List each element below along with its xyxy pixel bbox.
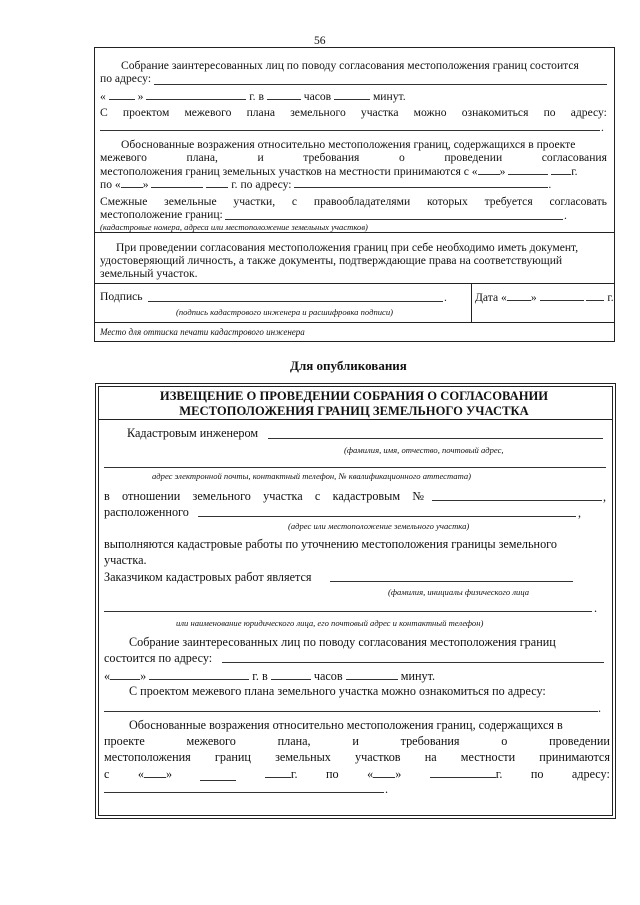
signature-label: Подпись [100, 290, 143, 303]
located-field[interactable] [198, 516, 576, 517]
pub-from-month-field[interactable] [200, 769, 236, 781]
divider [94, 232, 615, 233]
word: в [104, 489, 110, 503]
customer-field-2[interactable] [104, 611, 592, 612]
project-line [100, 106, 607, 119]
word: плана, [186, 151, 218, 164]
word: плана, [277, 734, 311, 748]
word: № [412, 489, 424, 503]
word: правообладателями [313, 195, 411, 208]
dot: . [598, 701, 602, 715]
objections-address-field[interactable] [294, 177, 548, 188]
word: « [367, 767, 374, 781]
month-field[interactable] [146, 89, 246, 100]
pub-at-address: состоится по адресу: [104, 651, 213, 665]
word: требования [400, 734, 460, 748]
at-address-label: по адресу: [100, 72, 152, 85]
pub-meeting-line: Собрание заинтересованных лиц по поводу согласования местоположения границ [129, 635, 556, 649]
word: земельных [275, 750, 331, 764]
adjacent-line1 [100, 195, 607, 208]
customer-hint: (фамилия, инициалы физического лица [388, 587, 530, 597]
word: участков [355, 750, 401, 764]
adjacent-hint: (кадастровые номера, адреса или местоположение земельных участков) [100, 222, 368, 232]
quote-close: » [142, 178, 149, 191]
comma: , [578, 506, 582, 520]
date-label [475, 290, 614, 304]
pub-address-field[interactable] [222, 662, 604, 663]
pub-objections-line4 [104, 766, 610, 781]
word: согласовать [549, 195, 607, 208]
word: » [395, 767, 402, 781]
objections-text: местоположения границ земельных участков на местности принимаются с « [100, 165, 478, 178]
signature-hint: (подпись кадастрового инженера и расшифровка подписи) [176, 307, 394, 317]
divider [471, 283, 472, 322]
word: плана [246, 106, 276, 119]
word: адресу: [571, 767, 610, 781]
pub-from-year-field[interactable] [265, 766, 291, 778]
word: межевого [186, 734, 236, 748]
word: по [326, 767, 339, 781]
word: согласования [541, 151, 607, 164]
pub-hours-label: часов [313, 669, 343, 683]
pub-year-in: г. в [252, 669, 268, 683]
word: ознакомиться [461, 106, 529, 119]
adjacent-line2: местоположение границ: [100, 208, 223, 221]
divider [94, 283, 615, 284]
hours-label: часов [303, 90, 332, 103]
pub-objections-line1: Обоснованные возражения относительно местоположения границ, содержащихся в [129, 718, 563, 732]
word: местности [460, 750, 516, 764]
engineer-label: Кадастровым инженером [127, 426, 259, 440]
quote-close: » [499, 165, 506, 178]
word: г. [290, 767, 298, 781]
dot: . [385, 782, 389, 796]
dot: . [444, 291, 447, 304]
word: проведении [549, 734, 610, 748]
engineer-field[interactable] [268, 438, 603, 439]
minutes-field[interactable] [334, 89, 370, 100]
page-number: 56 [314, 34, 326, 47]
pub-date-row [104, 668, 435, 683]
word: которых [426, 195, 468, 208]
pub-from-day-field[interactable] [144, 766, 166, 778]
minutes-label: минут. [372, 90, 406, 103]
word: местоположения [104, 750, 191, 764]
pub-to-day-field[interactable] [373, 766, 395, 778]
address-field[interactable] [154, 84, 607, 85]
objections-line4 [100, 177, 551, 191]
word: можно [413, 106, 447, 119]
from-day-field[interactable] [478, 164, 500, 175]
pub-project-field[interactable] [104, 711, 598, 712]
pub-objections-line2 [104, 734, 610, 748]
customer-hint2: или наименование юридического лица, его почтовый адрес и контактный телефон) [176, 618, 484, 628]
objections-line2 [100, 151, 607, 164]
word: требуется [484, 195, 533, 208]
year-in-label: г. в [249, 90, 264, 103]
word: отношении [122, 489, 181, 503]
engineer-hint2: адрес электронной почты, контактный телефон, № квалификационного аттестата) [152, 471, 472, 481]
works-line2: участка. [104, 553, 147, 567]
word: и [257, 151, 264, 164]
notice-title-line1: ИЗВЕЩЕНИЕ О ПРОВЕДЕНИИ СОБРАНИЯ О СОГЛАСОВАНИИ [159, 389, 549, 403]
word: требования [303, 151, 360, 164]
word: межевого [100, 151, 147, 164]
word: г. [495, 767, 503, 781]
meeting-line: Собрание заинтересованных лиц по поводу согласования местоположения границ состоится [121, 59, 579, 72]
year-label: г. [571, 165, 578, 178]
pub-hours-field[interactable] [271, 668, 311, 680]
project-address-field[interactable] [100, 130, 600, 131]
quote-open: « [104, 669, 111, 683]
documents-line1: При проведении согласования местоположения границ при себе необходимо иметь документ, [116, 241, 579, 254]
word: кадастровым [332, 489, 401, 503]
adjacent-field[interactable] [225, 219, 563, 220]
word: земельного [192, 489, 251, 503]
word: по [530, 767, 544, 781]
quote-close: » [530, 291, 537, 304]
title-divider [98, 419, 613, 420]
word: С [100, 106, 108, 119]
signature-field[interactable] [148, 301, 443, 302]
quote-open: « [100, 90, 106, 103]
to-label: по « [100, 178, 121, 191]
publication-heading: Для опубликования [290, 358, 407, 373]
word: « [137, 767, 144, 781]
pub-month-field[interactable] [149, 668, 249, 680]
sign-day-field[interactable] [507, 290, 531, 301]
word: принимаются [539, 750, 610, 764]
word: земельного [290, 106, 346, 119]
dot: . [564, 209, 567, 222]
notice-title-line2: МЕСТОПОЛОЖЕНИЯ ГРАНИЦ ЗЕМЕЛЬНОГО УЧАСТКА [179, 404, 529, 418]
cadastral-number-field[interactable] [432, 500, 602, 501]
located-hint: (адрес или местоположение земельного участка) [288, 521, 470, 531]
word: адресу: [570, 106, 607, 119]
date-row [100, 89, 520, 103]
dot: . [594, 601, 598, 615]
pub-day-field[interactable] [110, 668, 140, 680]
quote-close: » [137, 90, 144, 103]
word: проведении [444, 151, 503, 164]
word: участка [263, 489, 303, 503]
word: проекте [104, 734, 145, 748]
year-label: г. [607, 291, 614, 304]
objections-line3 [100, 164, 578, 178]
word: о [398, 151, 405, 164]
to-month-field[interactable] [151, 177, 203, 188]
from-year-field[interactable] [551, 164, 571, 175]
word: с [104, 767, 110, 781]
word: участки, [233, 195, 276, 208]
documents-line3: земельный участок. [100, 267, 198, 280]
pub-minutes-label: минут. [400, 669, 436, 683]
engineer-field-2[interactable] [104, 467, 606, 468]
dot: . [601, 121, 604, 134]
word: с [314, 489, 321, 503]
pub-minutes-field[interactable] [346, 668, 398, 680]
word: и [352, 734, 359, 748]
word: с [291, 195, 298, 208]
customer-field[interactable] [330, 581, 573, 582]
date-text: Дата « [475, 291, 507, 304]
to-address-label: г. по адресу: [231, 178, 292, 191]
hours-field[interactable] [267, 89, 301, 100]
word: проектом [122, 106, 170, 119]
divider [94, 322, 615, 323]
customer-label: Заказчиком кадастровых работ является [104, 570, 312, 584]
works-line1: выполняются кадастровые работы по уточнению местоположения границы земельного [104, 537, 557, 551]
word: земельные [164, 195, 217, 208]
word: на [424, 750, 437, 764]
pub-objections-line3 [104, 750, 610, 764]
to-year-field[interactable] [206, 177, 228, 188]
sign-year-field[interactable] [586, 290, 604, 301]
seal-place: Место для оттиска печати кадастрового инженера [100, 327, 305, 337]
dot: . [548, 178, 552, 191]
quote-close: » [140, 669, 147, 683]
word: Смежные [100, 195, 148, 208]
objections-line1: Обоснованные возражения относительно местоположения границ, содержащихся в проекте [121, 138, 576, 151]
documents-line2: удостоверяющий личность, а также документы, подтверждающие права на соответствующий [100, 254, 563, 267]
word: участка [360, 106, 399, 119]
word: межевого [184, 106, 232, 119]
relation-line [104, 489, 424, 503]
from-month-field[interactable] [508, 164, 548, 175]
comma: , [603, 490, 607, 504]
located-label: расположенного [104, 505, 189, 519]
pub-project-line: С проектом межевого плана земельного участка можно ознакомиться по адресу: [129, 684, 546, 698]
day-field[interactable] [109, 89, 135, 100]
word: о [501, 734, 508, 748]
engineer-hint: (фамилия, имя, отчество, почтовый адрес, [344, 445, 504, 455]
sign-month-field[interactable] [540, 290, 584, 301]
pub-to-month-field[interactable] [430, 766, 496, 778]
word: границ [214, 750, 251, 764]
word: » [165, 767, 173, 781]
to-day-field[interactable] [121, 177, 143, 188]
pub-objections-address-field[interactable] [104, 792, 384, 793]
word: по [543, 106, 556, 119]
